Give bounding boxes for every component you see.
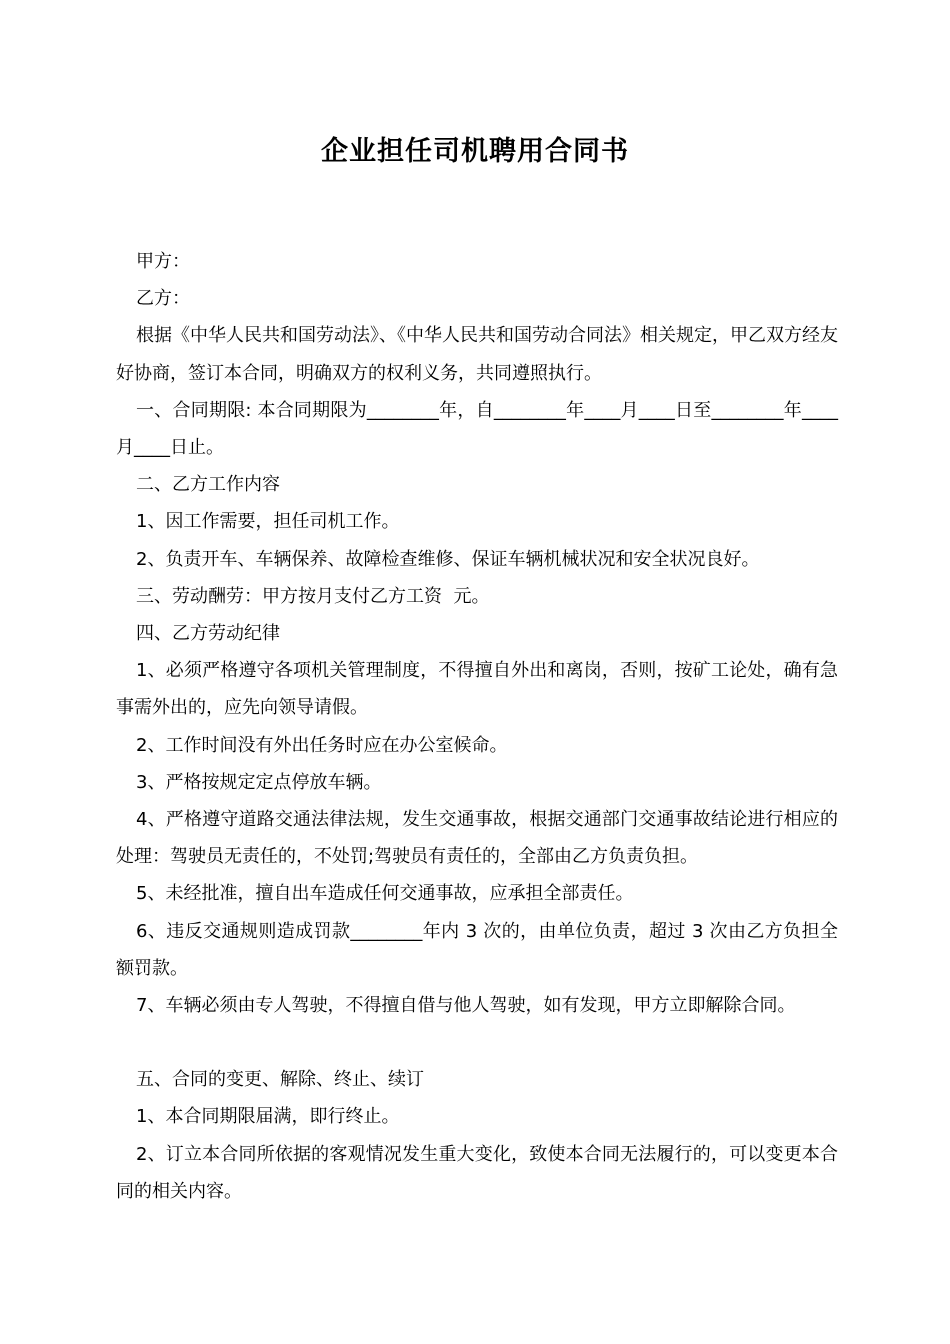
section-1-term: 一、合同期限: 本合同期限为________年，自________年____月____日至________年____月____日止。 bbox=[116, 399, 838, 459]
section-4-item-2: 2、工作时间没有外出任务时应在办公室候命。 bbox=[136, 734, 508, 756]
preamble-paragraph: 根据《中华人民共和国劳动法》、《中华人民共和国劳动合同法》相关规定，甲乙双方经友好协商，签订本合同，明确双方的权利义务，共同遵照执行。 bbox=[116, 325, 838, 384]
section-5-item-2: 2、订立本合同所依据的客观情况发生重大变化，致使本合同无法履行的，可以变更本合同的相关内容。 bbox=[116, 1143, 838, 1202]
section-4-item-1: 1、必须严格遵守各项机关管理制度，不得擅自外出和离岗，否则，按矿工论处，确有急事需外出的，应先向领导请假。 bbox=[116, 660, 838, 719]
section-4-item-3: 3、严格按规定定点停放车辆。 bbox=[136, 771, 382, 793]
document-title: 企业担任司机聘用合同书 bbox=[321, 136, 629, 167]
section-4-heading: 四、乙方劳动纪律 bbox=[136, 623, 280, 645]
party-b-line: 乙方： bbox=[136, 288, 190, 310]
section-2-item-1: 1、因工作需要，担任司机工作。 bbox=[136, 511, 400, 533]
party-a-line: 甲方： bbox=[136, 251, 190, 272]
section-4-item-4: 4、严格遵守道路交通法律法规，发生交通事故，根据交通部门交通事故结论进行相应的处理：驾驶员无责任的，不处罚;驾驶员有责任的，全部由乙方负责负担。 bbox=[116, 809, 838, 868]
section-5-heading: 五、合同的变更、解除、终止、续订 bbox=[136, 1069, 424, 1091]
section-4-item-6: 6、违反交通规则造成罚款________年内 3 次的，由单位负责，超过 3 次由乙方负担全额罚款。 bbox=[116, 920, 838, 979]
section-3-pay: 三、劳动酬劳：甲方按月支付乙方工资 元。 bbox=[136, 585, 490, 607]
section-2-heading: 二、乙方工作内容 bbox=[136, 474, 280, 496]
section-4-item-5: 5、未经批准，擅自出车造成任何交通事故，应承担全部责任。 bbox=[136, 883, 634, 905]
section-4-item-7: 7、车辆必须由专人驾驶，不得擅自借与他人驾驶，如有发现，甲方立即解除合同。 bbox=[136, 995, 796, 1017]
document-body bbox=[116, 243, 838, 1210]
section-2-item-2: 2、负责开车、车辆保养、故障检查维修、保证车辆机械状况和安全状况良好。 bbox=[136, 548, 760, 570]
section-5-item-1: 1、本合同期限届满，即行终止。 bbox=[136, 1106, 400, 1128]
